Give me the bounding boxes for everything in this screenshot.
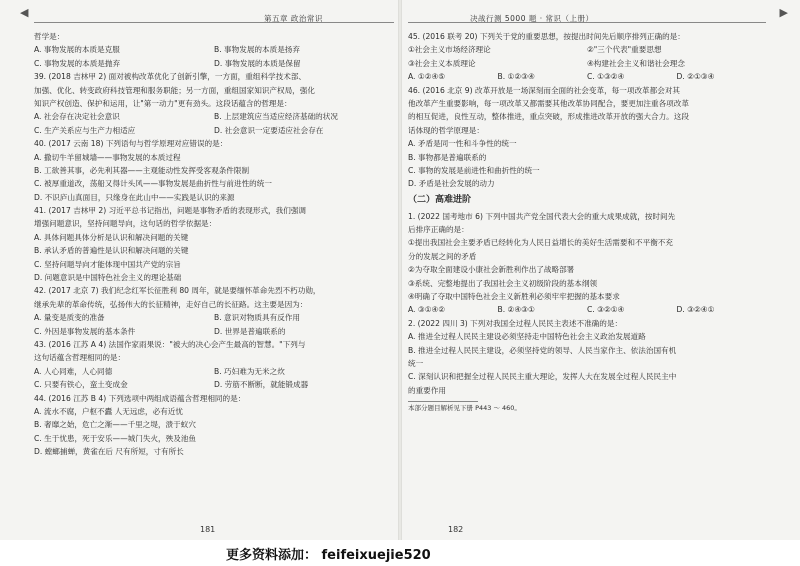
option-row: [34, 378, 394, 391]
option: C. 事物发展的本质是抛弃: [34, 58, 121, 68]
option: B. ②④③①: [497, 305, 535, 315]
option: A. 具体问题具体分析是认识和解决问题的关键: [34, 232, 189, 242]
option: D. 社会意识一定要适应社会存在: [214, 125, 324, 135]
left-page-header: [20, 0, 394, 23]
section-title: （二）高难进阶: [408, 194, 472, 205]
option-row: [34, 325, 394, 338]
option-row: [34, 110, 394, 123]
header-rule: [408, 22, 766, 23]
header-rule: [34, 22, 394, 23]
statement: ①社会主义市场经济理论: [408, 45, 491, 55]
option: C. 只要有铁心，蛮土变成金: [34, 380, 128, 390]
question-1: 1. (2022 国考地市 6) 下列中国共产党全国代表大会的重大成果成就，按时间先: [408, 211, 676, 221]
option: C. 外因是事物发展的基本条件: [34, 326, 136, 336]
text-line: 后排序正确的是：: [408, 225, 469, 235]
option: D. 世界是普遍联系的: [214, 326, 286, 336]
forward-arrow-icon[interactable]: ▶: [779, 6, 788, 19]
text-line: 加强、优化、转变政府科技管理和服务职能；另一方面，重组国家知识产权局，强化: [34, 85, 315, 95]
statement: ①提出我国社会主要矛盾已经转化为人民日益增长的美好生活需要和不平衡不充: [408, 238, 673, 248]
statement-row: [408, 57, 766, 70]
option: A. 推进全过程人民民主建设必须坚持走中国特色社会主义政治发展道路: [408, 332, 646, 342]
option: A. 流水不腐，户枢不蠹 人无远虑，必有近忧: [34, 406, 183, 416]
option: B. ①②③④: [497, 72, 535, 82]
right-page-header: [408, 0, 788, 23]
option: A. ③①④②: [408, 305, 446, 315]
question-43: 43. (2016 江苏 A 4) 法国作家雨果说："被大的决心会产生最高的智慧。"下列与: [34, 339, 306, 349]
statement: ②为夺取全面建设小康社会新胜利作出了战略部署: [408, 265, 575, 275]
question-44: 44. (2016 江苏 B 4) 下列选项中两组成语蕴含哲理相同的是：: [34, 393, 246, 403]
option: B. 奢靡之始，危亡之渐——千里之堤，溃于蚁穴: [34, 420, 196, 430]
statement: ④构建社会主义和谐社会理念: [587, 58, 685, 68]
option: B. 意识对物质具有反作用: [214, 313, 300, 323]
option: B. 承认矛盾的普遍性是认识和解决问题的关键: [34, 246, 189, 256]
option: C. 深刻认识和把握全过程人民民主重大理论，发挥人大在发展全过程人民民主中: [408, 372, 677, 382]
option: 统一: [408, 358, 424, 368]
statement: 分的发展之间的矛盾: [408, 251, 477, 261]
option: A. 事物发展的本质是克服: [34, 45, 120, 55]
option: B. 推进全过程人民民主建设，必须坚持党的领导、人民当家作主、依法治国有机: [408, 345, 677, 355]
option: B. 事物都是普遍联系的: [408, 152, 487, 162]
option: B. 上层建筑应当适应经济基础的状况: [214, 112, 338, 122]
option: C. 事物的发展是前进性和曲折性的统一: [408, 165, 540, 175]
text-line: 他改革产生重要影响，每一项改革又都需要其他改革协同配合，要更加注重各项改革: [408, 98, 689, 108]
option: D. ③②④①: [676, 305, 715, 315]
option-row: [34, 124, 394, 137]
question-45: 45. (2016 联考 20) 下列关于党的重要思想，按提出时间先后顺序排列正确的是：: [408, 32, 685, 41]
text-line: 哲学是：: [34, 32, 65, 41]
left-page-body: [34, 30, 394, 459]
text-line: 话体现的哲学原理是：: [408, 125, 484, 135]
footer-text: 更多资料添加： feifeixuejie520: [226, 548, 431, 563]
option: C. 坚持问题导向才能体现中国共产党的宗旨: [34, 259, 181, 269]
text-line: 这句话蕴含哲理相同的是：: [34, 353, 126, 363]
left-page-number: 181: [200, 525, 216, 534]
right-page-body: [408, 30, 766, 416]
footer-banner: [0, 540, 800, 566]
right-page-number: 182: [448, 525, 464, 534]
option: C. 生于忧患，死于安乐——城门失火，殃及池鱼: [34, 433, 197, 443]
option: D. ②①③④: [676, 72, 715, 82]
text-line: 继承先辈的革命传统，弘扬伟大的长征精神，走好自己的长征路。这主要是因为：: [34, 299, 308, 309]
statement: ④明确了夺取中国特色社会主义新胜利必须牢牢把握的基本要求: [408, 292, 620, 302]
option: D. 不识庐山真面目，只缘身在此山中——实践是认识的来源: [34, 192, 235, 202]
option: A. 矛盾是同一性和斗争性的统一: [408, 139, 517, 149]
statement: ③系统、完整地提出了我国社会主义初级阶段的基本纲领: [408, 278, 598, 288]
question-39: 39. (2018 吉林甲 2) 面对被构改革优化了创新引擎，一方面，重组科学技术部、: [34, 72, 307, 82]
option: A. 社会存在决定社会意识: [34, 112, 120, 122]
option-row: [34, 57, 394, 70]
question-2: 2. (2022 四川 3) 下列对我国全过程人民民主表述不准确的是：: [408, 318, 623, 328]
option: D. 螳螂捕蝉，黄雀在后 尺有所短，寸有所长: [34, 447, 184, 457]
option: C. ①③②④: [587, 72, 625, 82]
right-page: [400, 0, 800, 540]
right-header-title: 决战行测 5000 题 · 常识（上册）: [470, 14, 594, 23]
option-row: [34, 365, 394, 378]
statement: ②"三个代表"重要思想: [587, 45, 662, 55]
question-46: 46. (2016 北京 9) 改革开放是一场深刻而全面的社会变革，每一项改革都会对其: [408, 85, 681, 95]
option: 的重要作用: [408, 385, 446, 395]
answer-row: [408, 303, 766, 316]
text-line: 增强问题意识，坚持问题导向，这句话的哲学依据是：: [34, 219, 217, 229]
option: D. 矛盾是社会发展的动力: [408, 179, 495, 189]
option: C. ③②①④: [587, 305, 625, 315]
text-line: 知识产权创造、保护和运用，让"第一动力"更有劲头。这段话蕴含的哲理是：: [34, 98, 292, 108]
question-41: 41. (2017 吉林甲 2) 习近平总书记指出，问题是事物矛盾的表现形式，我们强调: [34, 206, 307, 216]
left-header-title: 第五章 政治常识: [264, 14, 323, 23]
back-arrow-icon[interactable]: ◀: [20, 6, 29, 19]
option-row: [34, 311, 394, 324]
option: B. 工欲善其事，必先利其器——主观能动性发挥受客观条件限制: [34, 165, 250, 175]
footnote: 本部分题目解析见下册 P443 ～ 460。: [408, 404, 521, 413]
option: B. 事物发展的本质是扬弃: [214, 45, 300, 55]
option: A. ①②④⑤: [408, 72, 446, 82]
option: A. 人心同难，人心同德: [34, 366, 113, 376]
option: D. 问题意识是中国特色社会主义的理论基础: [34, 273, 182, 283]
option: A. 撒切牛羊留城墙——事物发展的本质过程: [34, 152, 181, 162]
left-page: [0, 0, 400, 540]
statement: ③社会主义本质理论: [408, 58, 476, 68]
option: B. 巧妇难为无米之炊: [214, 366, 285, 376]
option: A. 量变是质变的准备: [34, 313, 105, 323]
question-40: 40. (2017 云南 18) 下列语句与哲学原理对应错误的是：: [34, 139, 228, 149]
question-42: 42. (2017 北京 7) 我们纪念红军长征胜利 80 周年，就是要缅怀革命先烈不朽功勋，: [34, 286, 321, 296]
option: C. 被厚重道改，荡船又得计头风——事物发展是曲折性与前进性的统一: [34, 179, 272, 189]
statement-row: [408, 43, 766, 56]
option: D. 事物发展的本质是保留: [214, 58, 301, 68]
option-row: [34, 43, 394, 56]
answer-row: [408, 70, 766, 83]
text-line: 的相互促进，良性互动，整体推进，重点突破，形成推进改革开放的强大合力。这段: [408, 112, 689, 122]
option: C. 生产关系应与生产力相适应: [34, 125, 136, 135]
option: D. 劳筋不断断，就能锻成器: [214, 380, 309, 390]
